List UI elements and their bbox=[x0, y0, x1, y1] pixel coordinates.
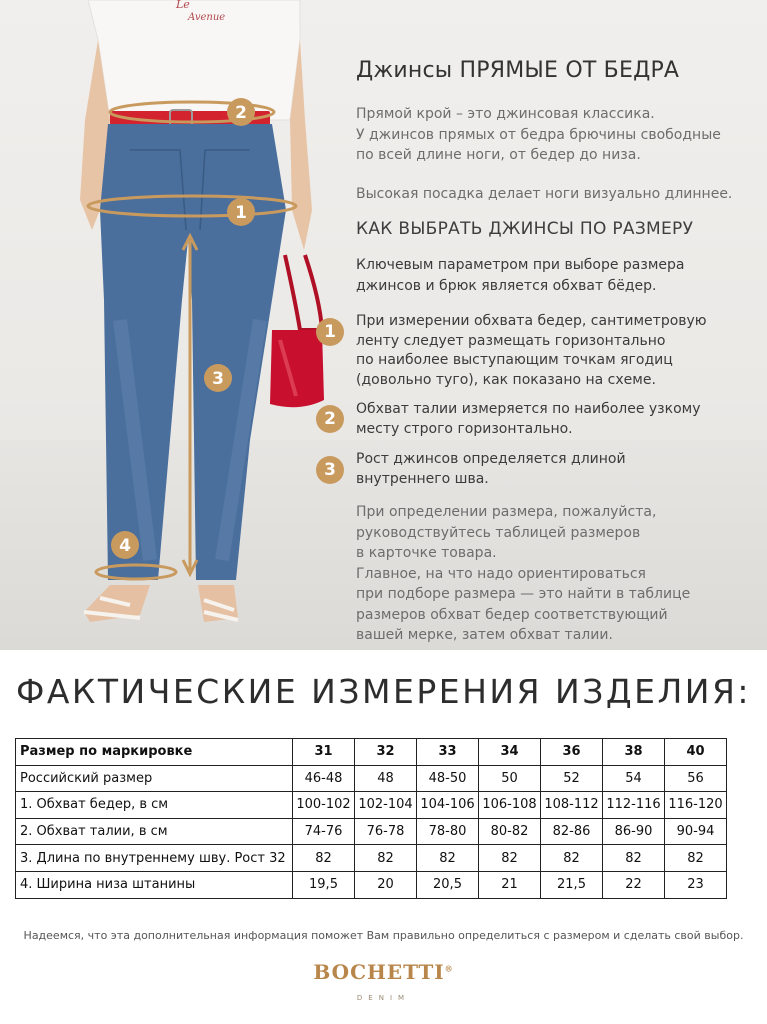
table-cell: 74-76 bbox=[293, 818, 355, 845]
key-param-line: джинсов и брюк является обхват бёдер. bbox=[356, 277, 657, 294]
table-cell: 108-112 bbox=[541, 792, 603, 819]
table-cell: 22 bbox=[603, 871, 665, 898]
footer-note: Надеемся, что эта дополнительная информация поможет Вам правильно определиться с размером и сделать свой выбор. bbox=[23, 929, 744, 942]
svg-text:4: 4 bbox=[119, 536, 131, 556]
table-cell: 82 bbox=[417, 845, 479, 872]
table-header-cell: 40 bbox=[665, 739, 727, 766]
step-2-text bbox=[356, 400, 716, 439]
table-cell: 106-108 bbox=[479, 792, 541, 819]
table-cell: 1. Обхват бедер, в см bbox=[16, 792, 293, 819]
diagram-badge-1 bbox=[227, 198, 255, 226]
table-header-cell: Размер по маркировке bbox=[16, 739, 293, 766]
advice-line: вашей мерке, затем обхват талии. bbox=[356, 627, 613, 643]
table-cell: 82 bbox=[665, 845, 727, 872]
step-3-text bbox=[356, 450, 716, 489]
tshirt-print-2: Avenue bbox=[188, 12, 226, 23]
table-cell: 104-106 bbox=[417, 792, 479, 819]
table-cell: 23 bbox=[665, 871, 727, 898]
advice-line: руководствуйтесь таблицей размеров bbox=[356, 524, 641, 541]
step-1-text bbox=[356, 312, 716, 390]
brand-subtitle: DENIM bbox=[356, 994, 411, 1002]
step-badge-2: 2 bbox=[316, 405, 344, 433]
table-cell: 48 bbox=[355, 765, 417, 792]
intro-paragraph bbox=[356, 104, 746, 166]
diagram-badge-2 bbox=[227, 98, 255, 126]
table-row bbox=[16, 792, 727, 819]
table-cell: 86-90 bbox=[603, 818, 665, 845]
table-cell: 80-82 bbox=[479, 818, 541, 845]
step-line: (довольно туго), как показано на схеме. bbox=[356, 371, 656, 388]
table-header-cell: 31 bbox=[293, 739, 355, 766]
table-cell: 21,5 bbox=[541, 871, 603, 898]
table-cell: 82-86 bbox=[541, 818, 603, 845]
table-cell: 54 bbox=[603, 765, 665, 792]
step-badge-1: 1 bbox=[316, 318, 344, 346]
table-cell: 19,5 bbox=[293, 871, 355, 898]
advice-line: размеров обхват бедер соответствующий bbox=[356, 606, 668, 623]
svg-text:1: 1 bbox=[235, 203, 247, 223]
table-cell: 116-120 bbox=[665, 792, 727, 819]
intro-paragraph-2: Высокая посадка делает ноги визуально длиннее. bbox=[356, 186, 733, 202]
table-row bbox=[16, 765, 727, 792]
how-to-heading: КАК ВЫБРАТЬ ДЖИНСЫ ПО РАЗМЕРУ bbox=[356, 219, 694, 239]
table-cell: 21 bbox=[479, 871, 541, 898]
table-cell: 52 bbox=[541, 765, 603, 792]
table-cell: Российский размер bbox=[16, 765, 293, 792]
size-table bbox=[15, 738, 727, 899]
brand-logo bbox=[0, 960, 767, 984]
brand-name: BOCHETTI bbox=[313, 960, 445, 984]
table-cell: 20,5 bbox=[417, 871, 479, 898]
table-cell: 20 bbox=[355, 871, 417, 898]
step-line: внутреннего шва. bbox=[356, 470, 489, 487]
table-row bbox=[16, 845, 727, 872]
svg-text:3: 3 bbox=[212, 369, 224, 389]
table-cell: 82 bbox=[293, 845, 355, 872]
measurements-heading: ФАКТИЧЕСКИЕ ИЗМЕРЕНИЯ ИЗДЕЛИЯ: bbox=[15, 672, 752, 711]
table-cell: 50 bbox=[479, 765, 541, 792]
key-param-paragraph bbox=[356, 255, 751, 296]
advice-line: при подборе размера — это найти в таблице bbox=[356, 586, 691, 602]
table-cell: 76-78 bbox=[355, 818, 417, 845]
model-figure-illustration bbox=[0, 0, 340, 650]
table-cell: 48-50 bbox=[417, 765, 479, 792]
intro-line: Прямой крой – это джинсовая классика. bbox=[356, 106, 655, 122]
step-line: ленту следует размещать горизонтально bbox=[356, 332, 666, 349]
table-cell: 4. Ширина низа штанины bbox=[16, 871, 293, 898]
table-row bbox=[16, 871, 727, 898]
advice-line: При определении размера, пожалуйста, bbox=[356, 504, 657, 520]
table-cell: 2. Обхват талии, в см bbox=[16, 818, 293, 845]
table-header-cell: 33 bbox=[417, 739, 479, 766]
intro-line: У джинсов прямых от бедра брючины свободные bbox=[356, 126, 721, 143]
advice-line: в карточке товара. bbox=[356, 545, 497, 561]
step-line: При измерении обхвата бедер, сантиметровую bbox=[356, 313, 707, 329]
step-line: Рост джинсов определяется длиной bbox=[356, 451, 626, 467]
table-cell: 112-116 bbox=[603, 792, 665, 819]
advice-line: Главное, на что надо ориентироваться bbox=[356, 565, 646, 582]
key-param-line: Ключевым параметром при выборе размера bbox=[356, 257, 685, 273]
step-badge-3: 3 bbox=[316, 456, 344, 484]
advice-paragraph bbox=[356, 502, 746, 646]
table-cell: 100-102 bbox=[293, 792, 355, 819]
diagram-badge-4 bbox=[111, 531, 139, 559]
table-row bbox=[16, 818, 727, 845]
table-cell: 46-48 bbox=[293, 765, 355, 792]
step-line: Обхват талии измеряется по наиболее узкому bbox=[356, 401, 701, 417]
table-cell: 102-104 bbox=[355, 792, 417, 819]
product-title: Джинсы ПРЯМЫЕ ОТ БЕДРА bbox=[356, 58, 680, 83]
tshirt-print-1: Le bbox=[176, 0, 190, 11]
table-header-cell: 34 bbox=[479, 739, 541, 766]
table-cell: 82 bbox=[603, 845, 665, 872]
table-header-row bbox=[16, 739, 727, 766]
diagram-badge-3 bbox=[204, 364, 232, 392]
intro-line: по всей длине ноги, от бедер до низа. bbox=[356, 147, 641, 163]
step-line: по наиболее выступающим точкам ягодиц bbox=[356, 352, 673, 368]
table-cell: 82 bbox=[355, 845, 417, 872]
table-cell: 90-94 bbox=[665, 818, 727, 845]
table-cell: 56 bbox=[665, 765, 727, 792]
table-cell: 78-80 bbox=[417, 818, 479, 845]
svg-text:2: 2 bbox=[235, 103, 247, 123]
table-header-cell: 32 bbox=[355, 739, 417, 766]
table-cell: 3. Длина по внутреннему шву. Рост 32 bbox=[16, 845, 293, 872]
table-cell: 82 bbox=[541, 845, 603, 872]
table-header-cell: 36 bbox=[541, 739, 603, 766]
step-line: месту строго горизонтально. bbox=[356, 420, 573, 437]
brand-registered-mark: ® bbox=[444, 963, 454, 974]
table-cell: 82 bbox=[479, 845, 541, 872]
table-header-cell: 38 bbox=[603, 739, 665, 766]
